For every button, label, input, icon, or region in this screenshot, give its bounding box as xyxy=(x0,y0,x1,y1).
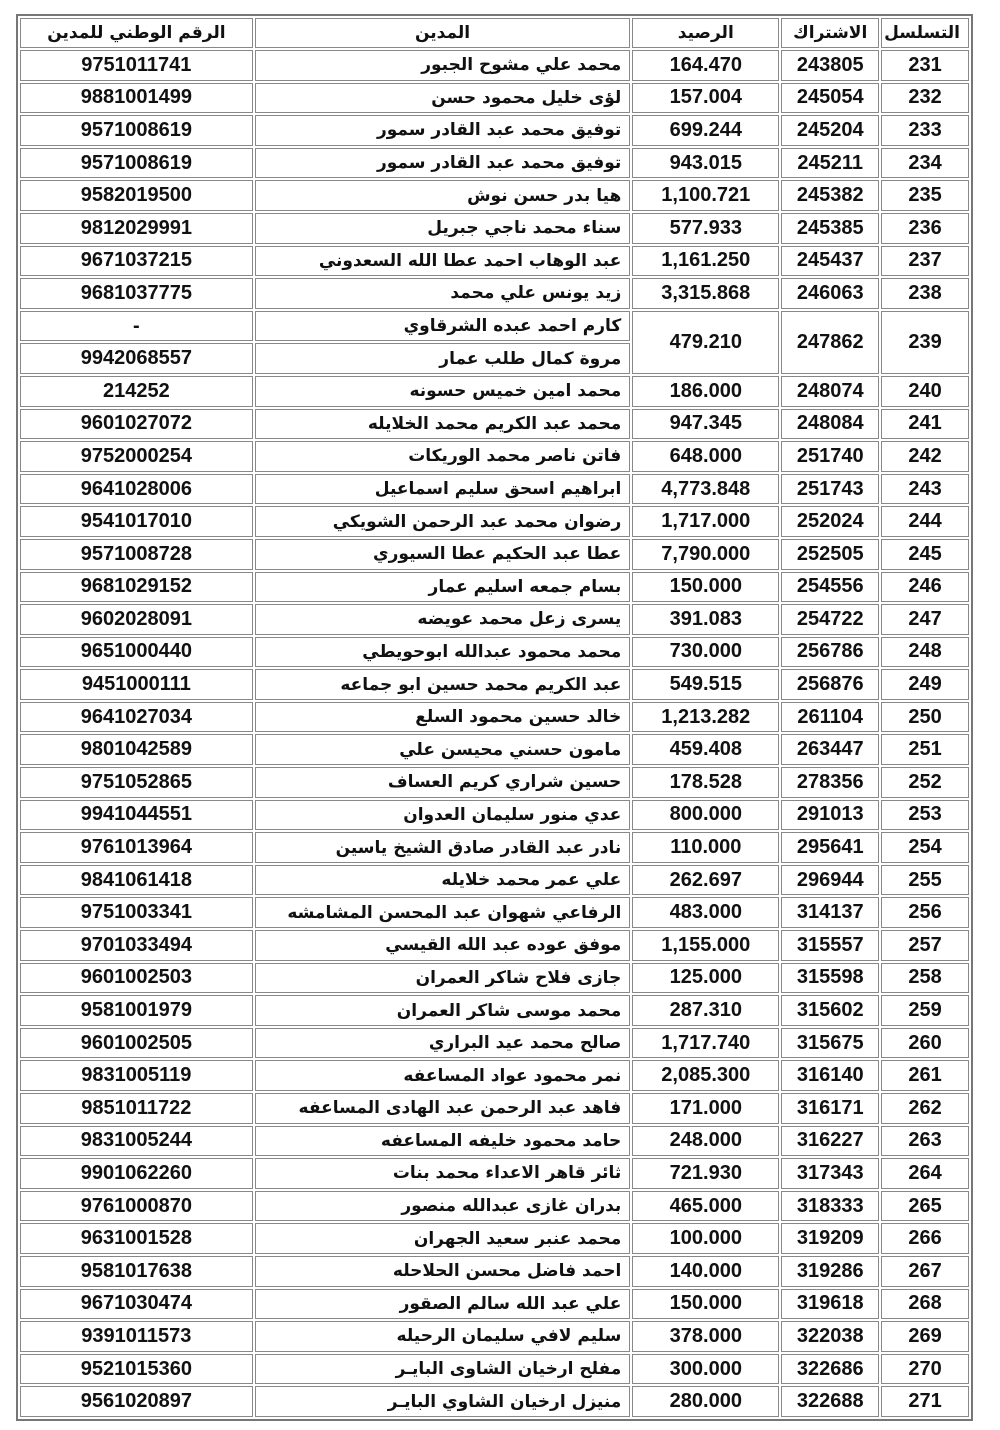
table-row xyxy=(20,963,969,994)
table-row xyxy=(20,995,969,1026)
subscription-cell: 319209 xyxy=(781,1223,879,1254)
debtor-name-cell: عطا عبد الحكيم عطا السيوري xyxy=(255,539,631,570)
debtor-name-cell: عبد الوهاب احمد عطا الله السعدوني xyxy=(255,246,631,277)
subscription-cell: 322686 xyxy=(781,1354,879,1385)
national-id-cell: 9391011573 xyxy=(20,1321,253,1352)
balance-cell: 140.000 xyxy=(632,1256,779,1287)
national-id-cell: 9541017010 xyxy=(20,506,253,537)
balance-cell: 721.930 xyxy=(632,1158,779,1189)
national-id-cell: 9601002503 xyxy=(20,963,253,994)
subscription-cell: 251740 xyxy=(781,441,879,472)
serial-cell: 246 xyxy=(881,572,969,603)
serial-cell: 235 xyxy=(881,180,969,211)
debtor-name-cell: سناء محمد ناجي جبريل xyxy=(255,213,631,244)
national-id-cell: 9942068557 xyxy=(20,343,253,374)
subscription-cell: 252505 xyxy=(781,539,879,570)
serial-cell: 239 xyxy=(881,311,969,374)
national-id-cell: 9751052865 xyxy=(20,767,253,798)
header-debtor: المدين xyxy=(255,18,631,48)
serial-cell: 258 xyxy=(881,963,969,994)
serial-cell: 238 xyxy=(881,278,969,309)
debtor-name-cell: محمد عنبر سعيد الجهران xyxy=(255,1223,631,1254)
debtor-name-cell: لؤى خليل محمود حسن xyxy=(255,83,631,114)
serial-cell: 254 xyxy=(881,832,969,863)
table-row xyxy=(20,311,969,342)
debtor-name-cell: جازى فلاح شاكر العمران xyxy=(255,963,631,994)
debtor-name-cell: هيا بدر حسن نوش xyxy=(255,180,631,211)
national-id-cell: 9571008619 xyxy=(20,148,253,179)
table-row xyxy=(20,1028,969,1059)
subscription-cell: 319286 xyxy=(781,1256,879,1287)
national-id-cell: 9521015360 xyxy=(20,1354,253,1385)
subscription-cell: 261104 xyxy=(781,702,879,733)
subscription-cell: 245211 xyxy=(781,148,879,179)
national-id-cell: 9582019500 xyxy=(20,180,253,211)
table-row xyxy=(20,83,969,114)
balance-cell: 287.310 xyxy=(632,995,779,1026)
serial-cell: 261 xyxy=(881,1060,969,1091)
subscription-cell: 316140 xyxy=(781,1060,879,1091)
debtor-name-cell: صالح محمد عيد البراري xyxy=(255,1028,631,1059)
balance-cell: 577.933 xyxy=(632,213,779,244)
subscription-cell: 315602 xyxy=(781,995,879,1026)
serial-cell: 253 xyxy=(881,800,969,831)
table-row xyxy=(20,539,969,570)
serial-cell: 262 xyxy=(881,1093,969,1124)
balance-cell: 479.210 xyxy=(632,311,779,374)
header-balance: الرصيد xyxy=(632,18,779,48)
table-row xyxy=(20,604,969,635)
table-row xyxy=(20,1354,969,1385)
national-id-cell: 9831005119 xyxy=(20,1060,253,1091)
national-id-cell: - xyxy=(20,311,253,342)
balance-cell: 549.515 xyxy=(632,669,779,700)
debtor-name-cell: رضوان محمد عبد الرحمن الشويكي xyxy=(255,506,631,537)
subscription-cell: 245382 xyxy=(781,180,879,211)
header-row xyxy=(20,18,969,48)
balance-cell: 730.000 xyxy=(632,637,779,668)
subscription-cell: 296944 xyxy=(781,865,879,896)
debtor-name-cell: محمد محمود عبدالله ابوحويطي xyxy=(255,637,631,668)
serial-cell: 243 xyxy=(881,474,969,505)
table-row xyxy=(20,148,969,179)
national-id-cell: 9681029152 xyxy=(20,572,253,603)
national-id-cell: 9751003341 xyxy=(20,897,253,928)
balance-cell: 2,085.300 xyxy=(632,1060,779,1091)
subscription-cell: 256876 xyxy=(781,669,879,700)
subscription-cell: 254722 xyxy=(781,604,879,635)
balance-cell: 3,315.868 xyxy=(632,278,779,309)
header-serial: التسلسل xyxy=(881,18,969,48)
national-id-cell: 9581001979 xyxy=(20,995,253,1026)
debtor-name-cell: محمد عبد الكريم محمد الخلايله xyxy=(255,409,631,440)
subscription-cell: 291013 xyxy=(781,800,879,831)
table-row xyxy=(20,278,969,309)
balance-cell: 465.000 xyxy=(632,1191,779,1222)
table-row xyxy=(20,115,969,146)
table-row xyxy=(20,702,969,733)
subscription-cell: 245204 xyxy=(781,115,879,146)
debtor-name-cell: فاهد عبد الرحمن عبد الهادى المساعفه xyxy=(255,1093,631,1124)
national-id-cell: 9751011741 xyxy=(20,50,253,81)
debtor-name-cell: سليم لافي سليمان الرحيله xyxy=(255,1321,631,1352)
serial-cell: 251 xyxy=(881,734,969,765)
balance-cell: 1,717.740 xyxy=(632,1028,779,1059)
balance-cell: 1,155.000 xyxy=(632,930,779,961)
serial-cell: 236 xyxy=(881,213,969,244)
debtor-name-cell: بسام جمعه اسليم عمار xyxy=(255,572,631,603)
serial-cell: 240 xyxy=(881,376,969,407)
serial-cell: 267 xyxy=(881,1256,969,1287)
national-id-cell: 9601027072 xyxy=(20,409,253,440)
debtor-name-cell: نادر عبد القادر صادق الشيخ ياسين xyxy=(255,832,631,863)
debtor-name-cell: فاتن ناصر محمد الوريكات xyxy=(255,441,631,472)
balance-cell: 459.408 xyxy=(632,734,779,765)
table-row xyxy=(20,832,969,863)
serial-cell: 268 xyxy=(881,1289,969,1320)
national-id-cell: 9641027034 xyxy=(20,702,253,733)
table-row xyxy=(20,409,969,440)
balance-cell: 391.083 xyxy=(632,604,779,635)
table-row xyxy=(20,474,969,505)
table-row xyxy=(20,1126,969,1157)
national-id-cell: 9801042589 xyxy=(20,734,253,765)
balance-cell: 483.000 xyxy=(632,897,779,928)
serial-cell: 257 xyxy=(881,930,969,961)
balance-cell: 1,717.000 xyxy=(632,506,779,537)
subscription-cell: 263447 xyxy=(781,734,879,765)
balance-cell: 186.000 xyxy=(632,376,779,407)
national-id-cell: 9671030474 xyxy=(20,1289,253,1320)
serial-cell: 250 xyxy=(881,702,969,733)
national-id-cell: 9601002505 xyxy=(20,1028,253,1059)
balance-cell: 1,213.282 xyxy=(632,702,779,733)
balance-cell: 1,100.721 xyxy=(632,180,779,211)
national-id-cell: 9812029991 xyxy=(20,213,253,244)
balance-cell: 125.000 xyxy=(632,963,779,994)
table-row xyxy=(20,897,969,928)
header-subscription: الاشتراك xyxy=(781,18,879,48)
serial-cell: 252 xyxy=(881,767,969,798)
serial-cell: 266 xyxy=(881,1223,969,1254)
debtor-name-cell: عدي منور سليمان العدوان xyxy=(255,800,631,831)
table-row xyxy=(20,246,969,277)
subscription-cell: 318333 xyxy=(781,1191,879,1222)
table-row xyxy=(20,865,969,896)
table-row xyxy=(20,1289,969,1320)
serial-cell: 270 xyxy=(881,1354,969,1385)
balance-cell: 280.000 xyxy=(632,1386,779,1417)
serial-cell: 233 xyxy=(881,115,969,146)
serial-cell: 247 xyxy=(881,604,969,635)
debtor-name-cell: كارم احمد عبده الشرقاوي xyxy=(255,311,631,342)
balance-cell: 378.000 xyxy=(632,1321,779,1352)
national-id-cell: 9602028091 xyxy=(20,604,253,635)
subscription-cell: 319618 xyxy=(781,1289,879,1320)
balance-cell: 1,161.250 xyxy=(632,246,779,277)
table-row xyxy=(20,734,969,765)
serial-cell: 264 xyxy=(881,1158,969,1189)
serial-cell: 234 xyxy=(881,148,969,179)
national-id-cell: 9831005244 xyxy=(20,1126,253,1157)
balance-cell: 800.000 xyxy=(632,800,779,831)
national-id-cell: 9752000254 xyxy=(20,441,253,472)
national-id-cell: 9841061418 xyxy=(20,865,253,896)
debtors-table xyxy=(16,14,973,1421)
balance-cell: 100.000 xyxy=(632,1223,779,1254)
table-row xyxy=(20,50,969,81)
serial-cell: 242 xyxy=(881,441,969,472)
serial-cell: 245 xyxy=(881,539,969,570)
table-row xyxy=(20,572,969,603)
debtor-name-cell: خالد حسين محمود السلع xyxy=(255,702,631,733)
subscription-cell: 322038 xyxy=(781,1321,879,1352)
balance-cell: 150.000 xyxy=(632,1289,779,1320)
table-row xyxy=(20,506,969,537)
table-row xyxy=(20,767,969,798)
subscription-cell: 245385 xyxy=(781,213,879,244)
subscription-cell: 254556 xyxy=(781,572,879,603)
balance-cell: 262.697 xyxy=(632,865,779,896)
national-id-cell: 9631001528 xyxy=(20,1223,253,1254)
subscription-cell: 315557 xyxy=(781,930,879,961)
debtor-name-cell: نمر محمود عواد المساعفه xyxy=(255,1060,631,1091)
national-id-cell: 9941044551 xyxy=(20,800,253,831)
serial-cell: 265 xyxy=(881,1191,969,1222)
serial-cell: 269 xyxy=(881,1321,969,1352)
subscription-cell: 248074 xyxy=(781,376,879,407)
table-row xyxy=(20,1060,969,1091)
balance-cell: 4,773.848 xyxy=(632,474,779,505)
table-row xyxy=(20,376,969,407)
debtor-name-cell: ثائر قاهر الاعداء محمد بنات xyxy=(255,1158,631,1189)
debtor-name-cell: ابراهيم اسحق سليم اسماعيل xyxy=(255,474,631,505)
debtor-name-cell: زيد يونس علي محمد xyxy=(255,278,631,309)
serial-cell: 255 xyxy=(881,865,969,896)
table-row xyxy=(20,1093,969,1124)
national-id-cell: 9561020897 xyxy=(20,1386,253,1417)
balance-cell: 699.244 xyxy=(632,115,779,146)
table-row xyxy=(20,1158,969,1189)
debtor-name-cell: توفيق محمد عبد القادر سمور xyxy=(255,148,631,179)
table-row xyxy=(20,1321,969,1352)
debtor-name-cell: محمد موسى شاكر العمران xyxy=(255,995,631,1026)
balance-cell: 947.345 xyxy=(632,409,779,440)
table-row xyxy=(20,1386,969,1417)
national-id-cell: 214252 xyxy=(20,376,253,407)
subscription-cell: 243805 xyxy=(781,50,879,81)
debtor-name-cell: عبد الكريم محمد حسين ابو جماعه xyxy=(255,669,631,700)
balance-cell: 164.470 xyxy=(632,50,779,81)
debtor-name-cell: علي عمر محمد خلايله xyxy=(255,865,631,896)
subscription-cell: 245437 xyxy=(781,246,879,277)
subscription-cell: 315598 xyxy=(781,963,879,994)
serial-cell: 232 xyxy=(881,83,969,114)
table-row xyxy=(20,180,969,211)
serial-cell: 260 xyxy=(881,1028,969,1059)
serial-cell: 263 xyxy=(881,1126,969,1157)
debtor-name-cell: علي عبد الله سالم الصقور xyxy=(255,1289,631,1320)
debtor-name-cell: مفلح ارخيان الشاوى البايـر xyxy=(255,1354,631,1385)
national-id-cell: 9881001499 xyxy=(20,83,253,114)
serial-cell: 244 xyxy=(881,506,969,537)
subscription-cell: 248084 xyxy=(781,409,879,440)
debtor-name-cell: موفق عوده عبد الله القيسي xyxy=(255,930,631,961)
serial-cell: 259 xyxy=(881,995,969,1026)
balance-cell: 110.000 xyxy=(632,832,779,863)
serial-cell: 241 xyxy=(881,409,969,440)
debtor-name-cell: محمد علي مشوح الجبور xyxy=(255,50,631,81)
table-row xyxy=(20,1191,969,1222)
subscription-cell: 315675 xyxy=(781,1028,879,1059)
national-id-cell: 9671037215 xyxy=(20,246,253,277)
national-id-cell: 9451000111 xyxy=(20,669,253,700)
balance-cell: 150.000 xyxy=(632,572,779,603)
subscription-cell: 246063 xyxy=(781,278,879,309)
subscription-cell: 247862 xyxy=(781,311,879,374)
serial-cell: 237 xyxy=(881,246,969,277)
debtor-name-cell: توفيق محمد عبد القادر سمور xyxy=(255,115,631,146)
national-id-cell: 9571008619 xyxy=(20,115,253,146)
balance-cell: 248.000 xyxy=(632,1126,779,1157)
balance-cell: 178.528 xyxy=(632,767,779,798)
debtor-name-cell: حسين شراري كريم العساف xyxy=(255,767,631,798)
debtor-name-cell: الرفاعي شهوان عبد المحسن المشامشه xyxy=(255,897,631,928)
national-id-cell: 9581017638 xyxy=(20,1256,253,1287)
debtor-name-cell: منيزل ارخيان الشاوي البايـر xyxy=(255,1386,631,1417)
table-row xyxy=(20,441,969,472)
national-id-cell: 9761013964 xyxy=(20,832,253,863)
serial-cell: 271 xyxy=(881,1386,969,1417)
national-id-cell: 9901062260 xyxy=(20,1158,253,1189)
balance-cell: 648.000 xyxy=(632,441,779,472)
subscription-cell: 295641 xyxy=(781,832,879,863)
header-national-id: الرقم الوطني للمدين xyxy=(20,18,253,48)
table-row xyxy=(20,637,969,668)
table-row xyxy=(20,800,969,831)
balance-cell: 300.000 xyxy=(632,1354,779,1385)
national-id-cell: 9761000870 xyxy=(20,1191,253,1222)
table-row xyxy=(20,213,969,244)
debtor-name-cell: احمد فاضل محسن الحلاحله xyxy=(255,1256,631,1287)
subscription-cell: 256786 xyxy=(781,637,879,668)
subscription-cell: 316171 xyxy=(781,1093,879,1124)
subscription-cell: 322688 xyxy=(781,1386,879,1417)
table-row xyxy=(20,1256,969,1287)
serial-cell: 231 xyxy=(881,50,969,81)
national-id-cell: 9651000440 xyxy=(20,637,253,668)
table-row xyxy=(20,930,969,961)
debtor-name-cell: مروة كمال طلب عمار xyxy=(255,343,631,374)
national-id-cell: 9701033494 xyxy=(20,930,253,961)
subscription-cell: 245054 xyxy=(781,83,879,114)
subscription-cell: 252024 xyxy=(781,506,879,537)
table-row xyxy=(20,669,969,700)
serial-cell: 256 xyxy=(881,897,969,928)
balance-cell: 157.004 xyxy=(632,83,779,114)
debtor-name-cell: حامد محمود خليفه المساعفه xyxy=(255,1126,631,1157)
balance-cell: 943.015 xyxy=(632,148,779,179)
balance-cell: 171.000 xyxy=(632,1093,779,1124)
table-row xyxy=(20,1223,969,1254)
subscription-cell: 251743 xyxy=(781,474,879,505)
national-id-cell: 9641028006 xyxy=(20,474,253,505)
national-id-cell: 9681037775 xyxy=(20,278,253,309)
debtor-name-cell: مامون حسني محيسن علي xyxy=(255,734,631,765)
debtor-name-cell: بدران غازى عبدالله منصور xyxy=(255,1191,631,1222)
subscription-cell: 314137 xyxy=(781,897,879,928)
serial-cell: 248 xyxy=(881,637,969,668)
subscription-cell: 317343 xyxy=(781,1158,879,1189)
debtor-name-cell: محمد امين خميس حسونه xyxy=(255,376,631,407)
subscription-cell: 278356 xyxy=(781,767,879,798)
national-id-cell: 9571008728 xyxy=(20,539,253,570)
debtor-name-cell: يسرى زعل محمد عويضه xyxy=(255,604,631,635)
subscription-cell: 316227 xyxy=(781,1126,879,1157)
serial-cell: 249 xyxy=(881,669,969,700)
national-id-cell: 9851011722 xyxy=(20,1093,253,1124)
balance-cell: 7,790.000 xyxy=(632,539,779,570)
